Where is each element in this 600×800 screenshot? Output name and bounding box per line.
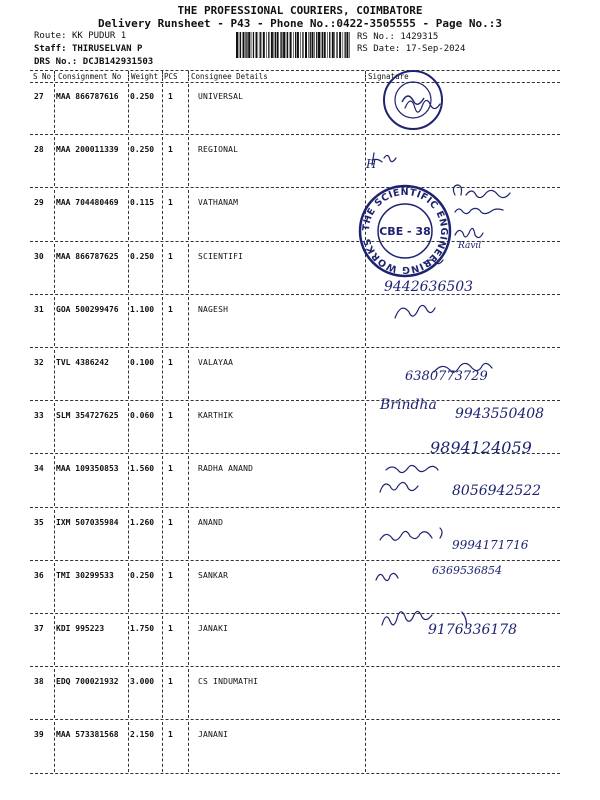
row-sno: 33 [34, 411, 44, 421]
secondary-stamp [380, 68, 446, 132]
row-sno: 36 [34, 570, 44, 580]
row-consignee: SANKAR [198, 570, 229, 580]
row-sno: 37 [34, 624, 44, 633]
row-pcs: 1 [168, 730, 173, 740]
handwritten-phone-38: 6369536854 [432, 564, 502, 577]
row-sno: 39 [34, 730, 44, 740]
row-consignee: VATHANAM [198, 198, 239, 208]
row-pcs: 1 [168, 517, 173, 527]
row-sno: 35 [34, 517, 44, 527]
row-pcs: 1 [168, 251, 173, 261]
row-pcs: 1 [168, 304, 173, 314]
row-consignment-no: MAA 200011339 [56, 145, 119, 155]
handwritten-phone-31: 9442636503 [384, 279, 474, 295]
row-sno: 34 [34, 464, 44, 474]
row-consignee: JANAKI [198, 624, 229, 633]
row-consignment-no: MAA 704480469 [56, 198, 119, 208]
route-label: Route: [34, 31, 67, 41]
row-pcs: 1 [168, 198, 173, 208]
rs-date-label: RS Date: [357, 44, 401, 54]
row-pcs: 1 [168, 624, 173, 633]
col-header-signature: Signature [368, 72, 409, 81]
row-weight: 0.115 [130, 198, 155, 208]
row-pcs: 1 [168, 145, 173, 155]
row-pcs: 1 [168, 358, 173, 367]
rs-no-label: RS No.: [357, 32, 395, 42]
runsheet-subtitle: Delivery Runsheet - P43 - Phone No.:0422-3505555 - Page No.:3 [98, 17, 502, 30]
row-consignment-no: KDI 995223 [56, 624, 105, 633]
row-weight: 0.250 [130, 570, 155, 580]
row-weight: 1.100 [130, 304, 155, 314]
row-pcs: 1 [168, 411, 173, 421]
row-consignment-no: MAA 866787616 [56, 92, 119, 101]
row-consignee: REGIONAL [198, 145, 239, 155]
row-weight: 3.000 [130, 677, 155, 687]
staff-label: Staff: [34, 44, 67, 54]
row-consignee: CS INDUMATHI [198, 677, 259, 687]
row-consignee: SCIENTIFI [198, 251, 244, 261]
row-sno: 30 [34, 251, 44, 261]
row-pcs: 1 [168, 570, 173, 580]
drs-label: DRS No.: [34, 57, 78, 67]
stamp-ring-text: THE SCIENTIFIC ENGINEERING WORKS [360, 186, 450, 276]
row-consignment-no: TMI 30299533 [56, 570, 114, 580]
handwritten-phone-35: 9894124059 [430, 438, 532, 457]
svg-text:Ravil: Ravil [458, 241, 482, 251]
row-consignee: NAGESH [198, 304, 229, 314]
row-weight: 0.060 [130, 411, 155, 421]
row-sno: 29 [34, 198, 44, 208]
row-consignment-no: MAA 109350853 [56, 464, 119, 474]
row-consignment-no: TVL 4386242 [56, 358, 109, 367]
company-title: THE PROFESSIONAL COURIERS, COIMBATORE [177, 4, 423, 17]
col-header-weight: Weight [131, 72, 159, 81]
row-consignment-no: SLM 354727625 [56, 411, 119, 421]
col-header-consignment: Consignment No [58, 72, 122, 81]
company-stamp [357, 183, 453, 279]
handwritten-phone-39: 9176336178 [428, 622, 518, 638]
row-consignment-no: GOA 500299476 [56, 304, 119, 314]
row-sno: 27 [34, 92, 44, 101]
handwritten-phone-37: 9994171716 [452, 538, 529, 552]
row-weight: 0.250 [130, 92, 155, 101]
row-consignment-no: MAA 573381568 [56, 730, 119, 740]
row-pcs: 1 [168, 92, 173, 101]
row-weight: 2.150 [130, 730, 155, 740]
handwritten-phone-36: 8056942522 [452, 483, 542, 499]
stamp-center-text: CBE - 38 [379, 225, 431, 238]
handwritten-phone-33: 6380773729 [405, 369, 488, 384]
row-sno: 28 [34, 145, 44, 155]
row-weight: 0.250 [130, 145, 155, 155]
row-consignee: UNIVERSAL [198, 92, 244, 101]
row-weight: 0.100 [130, 358, 155, 367]
handwritten-phone-34: 9943550408 [455, 406, 545, 422]
row-consignment-no: EDQ 700021932 [56, 677, 119, 687]
row-consignee: KARTHIK [198, 411, 234, 421]
row-consignee: RADHA ANAND [198, 464, 254, 474]
row-consignee: JANANI [198, 730, 229, 740]
row-consignment-no: MAA 866787625 [56, 251, 119, 261]
handwritten-name-34: Brindha [380, 397, 437, 413]
col-header-sno: S No [33, 72, 52, 81]
row-pcs: 1 [168, 677, 173, 687]
rs-date-value: 17-Sep-2024 [405, 44, 466, 54]
drs-value: DCJB142931503 [82, 57, 154, 67]
row-sno: 32 [34, 358, 44, 367]
row-pcs: 1 [168, 464, 173, 474]
row-consignment-no: IXM 507035984 [56, 517, 119, 527]
svg-text:H: H [366, 157, 377, 171]
row-sno: 31 [34, 304, 44, 314]
row-consignee: ANAND [198, 517, 224, 527]
staff-value: THIRUSELVAN P [71, 44, 143, 54]
col-header-pcs: PCS [164, 72, 178, 81]
row-weight: 0.250 [130, 251, 155, 261]
route-value: KK PUDUR 1 [71, 31, 127, 41]
row-weight: 1.560 [130, 464, 155, 474]
row-sno: 38 [34, 677, 44, 687]
row-weight: 1.750 [130, 624, 155, 633]
row-consignee: VALAYAA [198, 358, 234, 367]
col-header-consignee: Consignee Details [191, 72, 268, 81]
row-weight: 1.260 [130, 517, 155, 527]
rs-no-value: 1429315 [400, 32, 439, 42]
